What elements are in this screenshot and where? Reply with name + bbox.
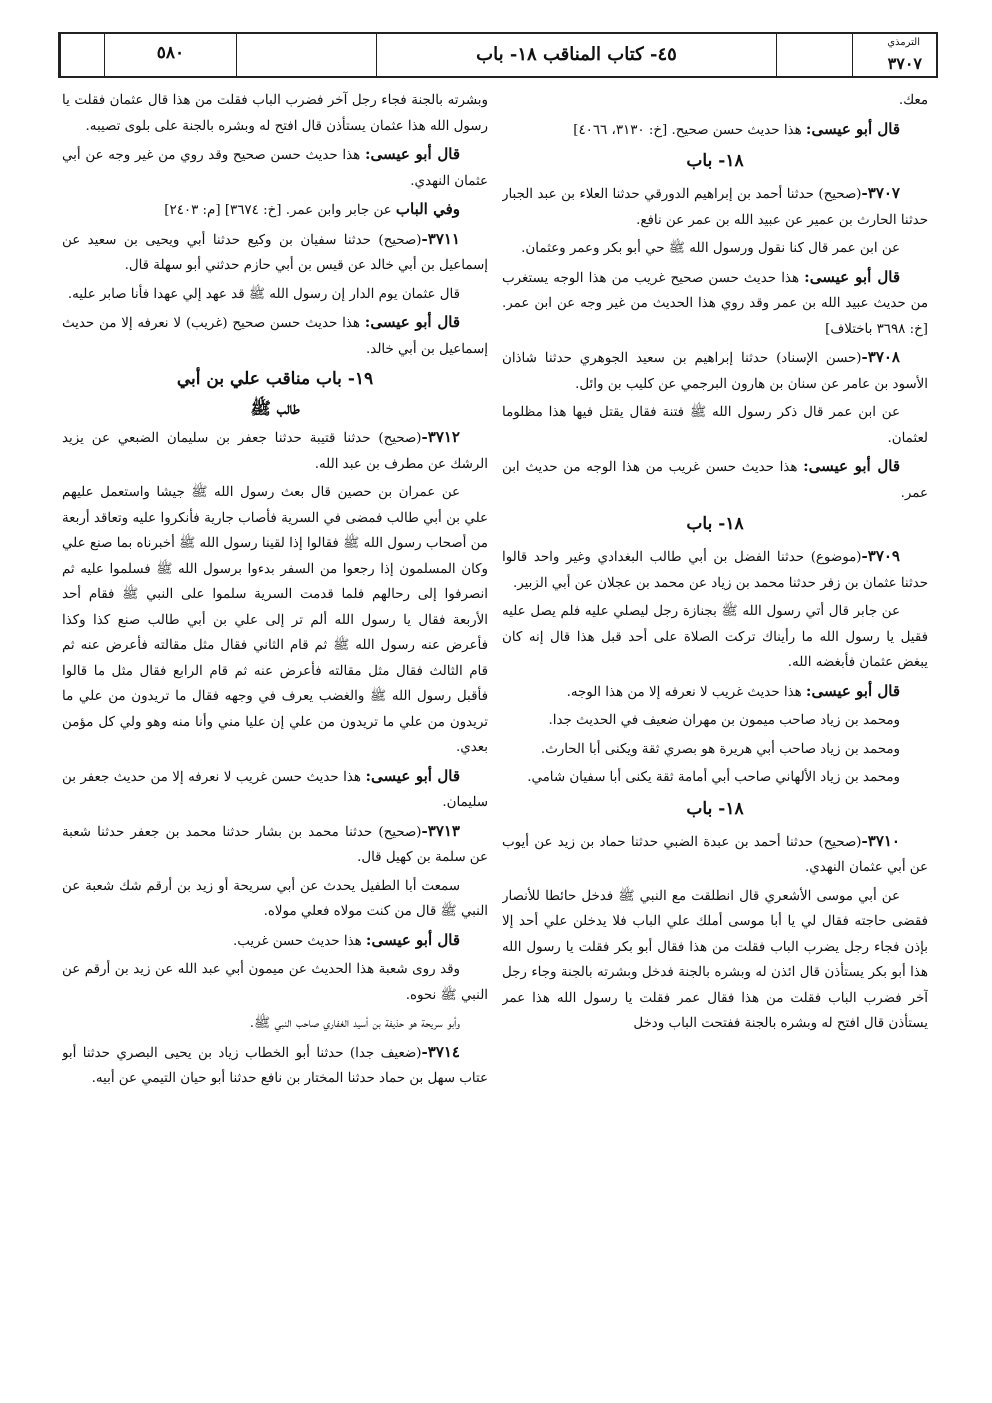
- hadith-entry: [62, 227, 488, 279]
- hadith-entry: [62, 425, 488, 477]
- text: سمعت أبا الطفيل يحدث عن أبي سريحة أو زيد بن أرقم شك شعبة عن النبي ﷺ قال من كنت مولاه فعلي مولاه.: [62, 878, 488, 919]
- text: هذا حديث حسن غريب لا نعرفه إلا من حديث جعفر بن سليمان.: [62, 769, 488, 810]
- paragraph: [62, 142, 488, 194]
- speaker-lead: قال أبو عيسى:: [364, 313, 460, 331]
- text: (ضعيف جدا) حدثنا أبو الخطاب زياد بن يحيى البصري حدثنا أبو عتاب سهل بن حماد حدثنا المختار بن نافع حدثنا أبو حيان التيمي عن أبيه.: [62, 1045, 488, 1086]
- paragraph: [502, 599, 928, 676]
- paragraph: [502, 265, 928, 343]
- header-blank-cell: [236, 34, 376, 76]
- text: عن جابر وابن عمر. [خ: ٣٦٧٤] [م: ٢٤٠٣]: [164, 203, 396, 218]
- paragraph: [62, 282, 488, 308]
- text: ومحمد بن زياد صاحب ميمون بن مهران ضعيف في الحديث جدا.: [548, 713, 900, 728]
- text: (صحيح) حدثنا سفيان بن وكيع حدثنا أبي ويحيى بن سعيد عن إسماعيل بن أبي خالد عن قيس بن أبي حازم حدثني أبو سهلة قال.: [62, 232, 488, 273]
- section-lead: وفي الباب: [395, 200, 460, 218]
- text: وبشرته بالجنة فجاء رجل آخر فضرب الباب فقلت من هذا قال عثمان فقلت يا رسول الله هذا عثمان يستأذن قال افتح له وبشره بالجنة على بلوى تصيبه.: [62, 93, 488, 134]
- text: عن ابن عمر قال كنا نقول ورسول الله ﷺ حي أبو بكر وعمر وعثمان.: [521, 241, 900, 256]
- paragraph: [502, 679, 928, 706]
- text: معك.: [898, 93, 928, 108]
- text: (موضوع) حدثنا الفضل بن أبي طالب البغدادي وغير واحد قالوا حدثنا عثمان بن زفر حدثنا محمد بن زياد عن محمد بن عجلان عن أبي الزبير.: [502, 550, 928, 591]
- text: (صحيح) حدثنا قتيبة حدثنا جعفر بن سليمان الضبعي عن يزيد الرشك عن مطرف بن عبد الله.: [62, 431, 488, 472]
- text: هذا حديث حسن صحيح غريب من هذا الوجه يستغرب من حديث عبيد الله بن عمر وقد روي هذا الحديث من غير وجه عن ابن عمر. [خ: ٣٦٩٨ باختلاف]: [502, 270, 928, 337]
- paragraph: [62, 874, 488, 925]
- header-page-number: ٥٨٠: [104, 34, 236, 76]
- paragraph: [62, 957, 488, 1008]
- chapter-heading-continued: طالب ﷺ: [250, 399, 300, 419]
- text: قال عثمان يوم الدار إن رسول الله ﷺ قد عهد إلي عهدا فأنا صابر عليه.: [67, 286, 460, 302]
- text: هذا حديث حسن صحيح (غريب) لا نعرفه إلا من حديث إسماعيل بن أبي خالد.: [62, 316, 488, 357]
- speaker-lead: قال أبو عيسى:: [803, 457, 901, 475]
- text: وقد روى شعبة هذا الحديث عن ميمون أبي عبد الله عن زيد بن أرقم عن النبي ﷺ نحوه.: [62, 962, 488, 1003]
- hadith-entry: [502, 829, 928, 881]
- paragraph: [502, 117, 928, 144]
- speaker-lead: قال أبو عيسى:: [365, 766, 461, 785]
- text: هذا حديث غريب لا نعرفه إلا من هذا الوجه.: [566, 684, 806, 700]
- text: (صحيح) حدثنا محمد بن بشار حدثنا محمد بن جعفر حدثنا شعبة عن سلمة بن كهيل قال.: [62, 824, 488, 865]
- hadith-entry: [502, 181, 928, 233]
- hadith-number: ٣٧١٣-: [421, 821, 460, 840]
- hadith-number: ٣٧١٤-: [421, 1042, 460, 1061]
- text: عن ابن عمر قال ذكر رسول الله ﷺ فتنة فقال يقتل فيها هذا مظلوما لعثمان.: [502, 405, 928, 446]
- hadith-entry: [502, 544, 928, 596]
- paragraph: [502, 765, 928, 791]
- paragraph: [502, 400, 928, 451]
- speaker-lead: قال أبو عيسى:: [805, 681, 900, 700]
- paragraph: [62, 764, 488, 816]
- hadith-number: ٣٧٠٨-: [861, 348, 900, 366]
- text: (صحيح) حدثنا أحمد بن إبراهيم الدورقي حدثنا العلاء بن عبد الجبار حدثنا الحارث بن عمير عن عبيد الله بن عمر عن نافع.: [502, 187, 928, 228]
- paragraph: [502, 737, 928, 763]
- header-ref-number: ٣٧٠٧: [887, 54, 922, 73]
- hadith-number: ٣٧١١-: [421, 229, 460, 248]
- chapter-heading: ١٨- باب: [686, 798, 744, 819]
- left-column: [62, 88, 488, 1388]
- hadith-entry: [62, 819, 488, 871]
- chapter-heading: ١٨- باب: [686, 151, 744, 171]
- text: هذا حديث حسن صحيح. [خ: ٣١٣٠، ٤٠٦٦]: [573, 122, 806, 138]
- text: (حسن الإسناد) حدثنا إبراهيم بن سعيد الجوهري حدثنا شاذان الأسود بن عامر عن سنان بن هارون البرجمي عن كليب بن وائل.: [502, 351, 928, 392]
- header-blank-cell: [776, 34, 852, 76]
- paragraph: [502, 236, 928, 262]
- paragraph: [62, 480, 488, 761]
- text: ومحمد بن زياد الألهاني صاحب أبي أمامة ثقة يكنى أبا سفيان شامي.: [527, 770, 900, 785]
- text: عن أبي موسى الأشعري قال انطلقت مع النبي ﷺ فدخل حائطا للأنصار فقضى حاجته فقال لي يا أبا موسى أملك علي الباب فلا يدخلن علي أحد إلا بإذن فجاء رجل يضرب الباب فقلت من هذا فقال أبو بكر فقلت يا رسول الله هذا أبو بكر يستأذن قال ائذن له وبشره بالجنة فدخل وبشرته بالجنة وجاء رجل آخر فضرب الباب فقلت من هذا فقال عمر فقلت يا رسول الله هذا عمر يستأذن قال افتح له وبشره بالجنة ففتحت الباب ودخل: [502, 888, 928, 1031]
- text: ومحمد بن زياد صاحب أبي هريرة هو بصري ثقة ويكنى أبا الحارث.: [540, 741, 900, 757]
- paragraph: [62, 310, 488, 362]
- paragraph: [62, 88, 488, 139]
- text: عن جابر قال أتي رسول الله ﷺ بجنازة رجل ليصلي عليه فلم يصل عليه فقيل يا رسول الله ما رأيناك تركت الصلاة على أحد قبل هذا قال إنه كان يبغض عثمان فأبغضه الله.: [502, 604, 928, 670]
- speaker-lead: قال أبو عيسى:: [364, 145, 460, 163]
- page-header: [58, 32, 938, 78]
- hadith-entry: [62, 1040, 488, 1092]
- hadith-number: ٣٧٠٩-: [861, 547, 900, 565]
- hadith-number: ٣٧٠٧-: [861, 184, 900, 202]
- chapter-heading: ١٩- باب مناقب علي بن أبي: [176, 369, 374, 389]
- speaker-lead: قال أبو عيسى:: [365, 930, 460, 949]
- header-blank-cell: [60, 34, 104, 76]
- text: هذا حديث حسن صحيح وقد روي من غير وجه عن أبي عثمان النهدي.: [62, 148, 488, 189]
- paragraph: [502, 88, 928, 114]
- paragraph: [62, 197, 488, 224]
- paragraph: [502, 454, 928, 506]
- text: وأبو سريحة هو حذيفة بن أسيد الغفاري صاحب النبي ﷺ.: [249, 1016, 460, 1031]
- hadith-number: ٣٧١٠-: [861, 831, 900, 850]
- paragraph: [502, 708, 928, 734]
- speaker-lead: قال أبو عيسى:: [804, 267, 900, 286]
- text: هذا حديث حسن غريب من هذا الوجه من حديث ابن عمر.: [502, 460, 928, 501]
- text: عن عمران بن حصين قال بعث رسول الله ﷺ جيشا واستعمل عليهم علي بن أبي طالب فمضى في السرية فأصاب جارية فأنكروا عليه وتعاقد أربعة من أصحاب رسول الله ﷺ فقالوا إذا لقينا رسول الله ﷺ أخبرناه بما صنع علي وكان المسلمون إذا رجعوا من السفر بدءوا برسول الله ﷺ فسلموا عليه ثم انصرفوا إلى رحالهم فلما قدمت السرية سلموا على النبي ﷺ فقام أحد الأربعة فقال يا رسول الله ألم تر إلى علي بن أبي طالب صنع كذا وكذا فأعرض عنه رسول الله ﷺ ثم قام الثاني فقال مثل مقالته فأعرض عنه ثم قام الثالث فقال مثل مقالته فأعرض عنه ثم قام الرابع فقال مثل ما قالوا فأقبل رسول الله ﷺ والغضب يعرف في وجهه فقال ما تريدون من علي ما تريدون من علي ما تريدون من علي إن عليا مني وأنا منه وهو ولي كل مؤمن بعدي.: [62, 485, 488, 755]
- text: (صحيح) حدثنا أحمد بن عبدة الضبي حدثنا حماد بن زيد عن أيوب عن أبي عثمان النهدي.: [502, 834, 928, 875]
- paragraph: [502, 884, 928, 1037]
- hadith-entry: [502, 345, 928, 397]
- chapter-heading: ١٨- باب: [686, 514, 744, 534]
- header-title: ٤٥- كتاب المناقب ١٨- باب: [376, 34, 776, 76]
- paragraph: [62, 928, 488, 955]
- right-column: [502, 88, 928, 1388]
- text: هذا حديث حسن غريب.: [232, 933, 366, 949]
- paragraph: [62, 1011, 488, 1037]
- header-reference-box: [852, 34, 936, 76]
- header-ref-book: الترمذي: [887, 37, 920, 48]
- speaker-lead: قال أبو عيسى:: [805, 119, 900, 138]
- hadith-number: ٣٧١٢-: [421, 428, 460, 446]
